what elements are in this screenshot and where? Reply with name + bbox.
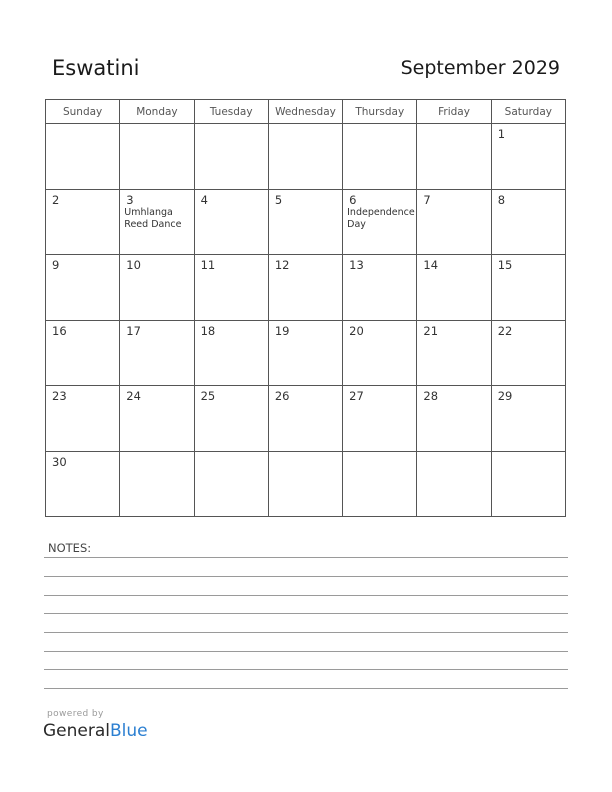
day-number: 13 — [349, 258, 364, 272]
day-cell — [46, 255, 120, 321]
day-cell — [268, 255, 342, 321]
weekday-header: Thursday — [343, 100, 417, 124]
day-number: 28 — [423, 389, 439, 403]
week-row — [46, 255, 566, 321]
month-year-title: September 2029 — [400, 57, 560, 79]
day-number: 16 — [52, 323, 67, 338]
day-number: 14 — [423, 258, 439, 272]
day-cell — [194, 189, 268, 255]
day-number: 23 — [52, 389, 67, 403]
day-cell — [268, 189, 342, 255]
day-number: 5 — [274, 192, 283, 207]
day-cell — [268, 124, 342, 190]
weekday-header: Saturday — [491, 100, 565, 124]
day-cell — [120, 386, 194, 452]
day-number: 17 — [126, 323, 141, 338]
day-number: 26 — [274, 389, 290, 403]
day-number: 2 — [52, 192, 60, 207]
notes-line — [44, 557, 568, 558]
weekday-header: Sunday — [46, 100, 120, 124]
day-cell — [46, 189, 120, 255]
notes-label: NOTES: — [48, 541, 92, 555]
day-cell — [417, 124, 491, 190]
day-cell — [417, 189, 491, 255]
day-cell — [417, 386, 491, 452]
day-number: 11 — [200, 258, 216, 272]
day-number: 15 — [497, 258, 513, 272]
day-cell — [120, 255, 194, 321]
day-cell — [268, 451, 342, 517]
day-number: 8 — [497, 192, 506, 207]
day-cell — [417, 320, 491, 386]
day-cell — [491, 255, 565, 321]
day-cell — [343, 189, 417, 255]
generalblue-logo — [43, 721, 148, 741]
brand-general: General — [43, 721, 110, 741]
day-cell — [417, 451, 491, 517]
day-cell — [491, 189, 565, 255]
day-number: 12 — [274, 258, 290, 272]
day-number: 29 — [497, 389, 513, 403]
day-cell — [343, 124, 417, 190]
day-cell — [491, 386, 565, 452]
notes-line — [44, 613, 568, 614]
day-cell — [46, 386, 120, 452]
day-number: 6 — [349, 192, 357, 207]
notes-line — [44, 651, 568, 652]
day-cell — [491, 320, 565, 386]
powered-by-text: powered by — [47, 709, 104, 719]
notes-line — [44, 576, 568, 577]
day-cell — [120, 124, 194, 190]
notes-line — [44, 632, 568, 633]
week-row — [46, 320, 566, 386]
day-number: 20 — [349, 323, 364, 338]
day-cell — [194, 386, 268, 452]
day-cell — [120, 189, 194, 255]
day-number: 25 — [200, 389, 216, 403]
day-cell — [194, 451, 268, 517]
brand-blue: Blue — [110, 721, 148, 741]
day-cell — [268, 386, 342, 452]
day-cell — [194, 255, 268, 321]
week-row — [46, 189, 566, 255]
notes-line — [44, 595, 568, 596]
weekday-header: Friday — [417, 100, 491, 124]
day-cell — [343, 451, 417, 517]
day-number: 10 — [126, 258, 141, 272]
day-cell — [491, 124, 565, 190]
day-cell — [120, 451, 194, 517]
day-number: 9 — [52, 258, 60, 272]
day-number: 1 — [497, 127, 506, 141]
day-cell — [120, 320, 194, 386]
day-cell — [343, 255, 417, 321]
day-number: 18 — [200, 323, 216, 338]
calendar-grid — [45, 99, 566, 517]
weekday-header: Tuesday — [194, 100, 268, 124]
notes-line — [44, 669, 568, 670]
day-cell — [491, 451, 565, 517]
day-number: 4 — [200, 192, 208, 207]
weekday-header: Wednesday — [268, 100, 342, 124]
week-row — [46, 386, 566, 452]
day-cell — [194, 124, 268, 190]
week-row — [46, 124, 566, 190]
day-number: 27 — [349, 389, 364, 403]
weekday-header: Monday — [120, 100, 194, 124]
day-cell — [343, 386, 417, 452]
day-cell — [343, 320, 417, 386]
day-cell — [46, 320, 120, 386]
notes-line — [44, 688, 568, 689]
holiday-label: Independence Day — [347, 206, 415, 230]
day-cell — [46, 451, 120, 517]
day-cell — [268, 320, 342, 386]
day-cell — [194, 320, 268, 386]
day-cell — [417, 255, 491, 321]
day-number: 3 — [126, 192, 134, 207]
weekday-header-row — [46, 100, 566, 124]
holiday-label: Umhlanga Reed Dance — [124, 206, 182, 230]
day-number: 7 — [423, 192, 431, 207]
day-number: 21 — [423, 323, 439, 338]
week-row — [46, 451, 566, 517]
country-title: Eswatini — [52, 56, 140, 80]
day-number: 19 — [274, 323, 290, 338]
day-cell — [46, 124, 120, 190]
day-number: 24 — [126, 389, 141, 403]
day-number: 30 — [52, 454, 67, 469]
day-number: 22 — [497, 323, 513, 338]
